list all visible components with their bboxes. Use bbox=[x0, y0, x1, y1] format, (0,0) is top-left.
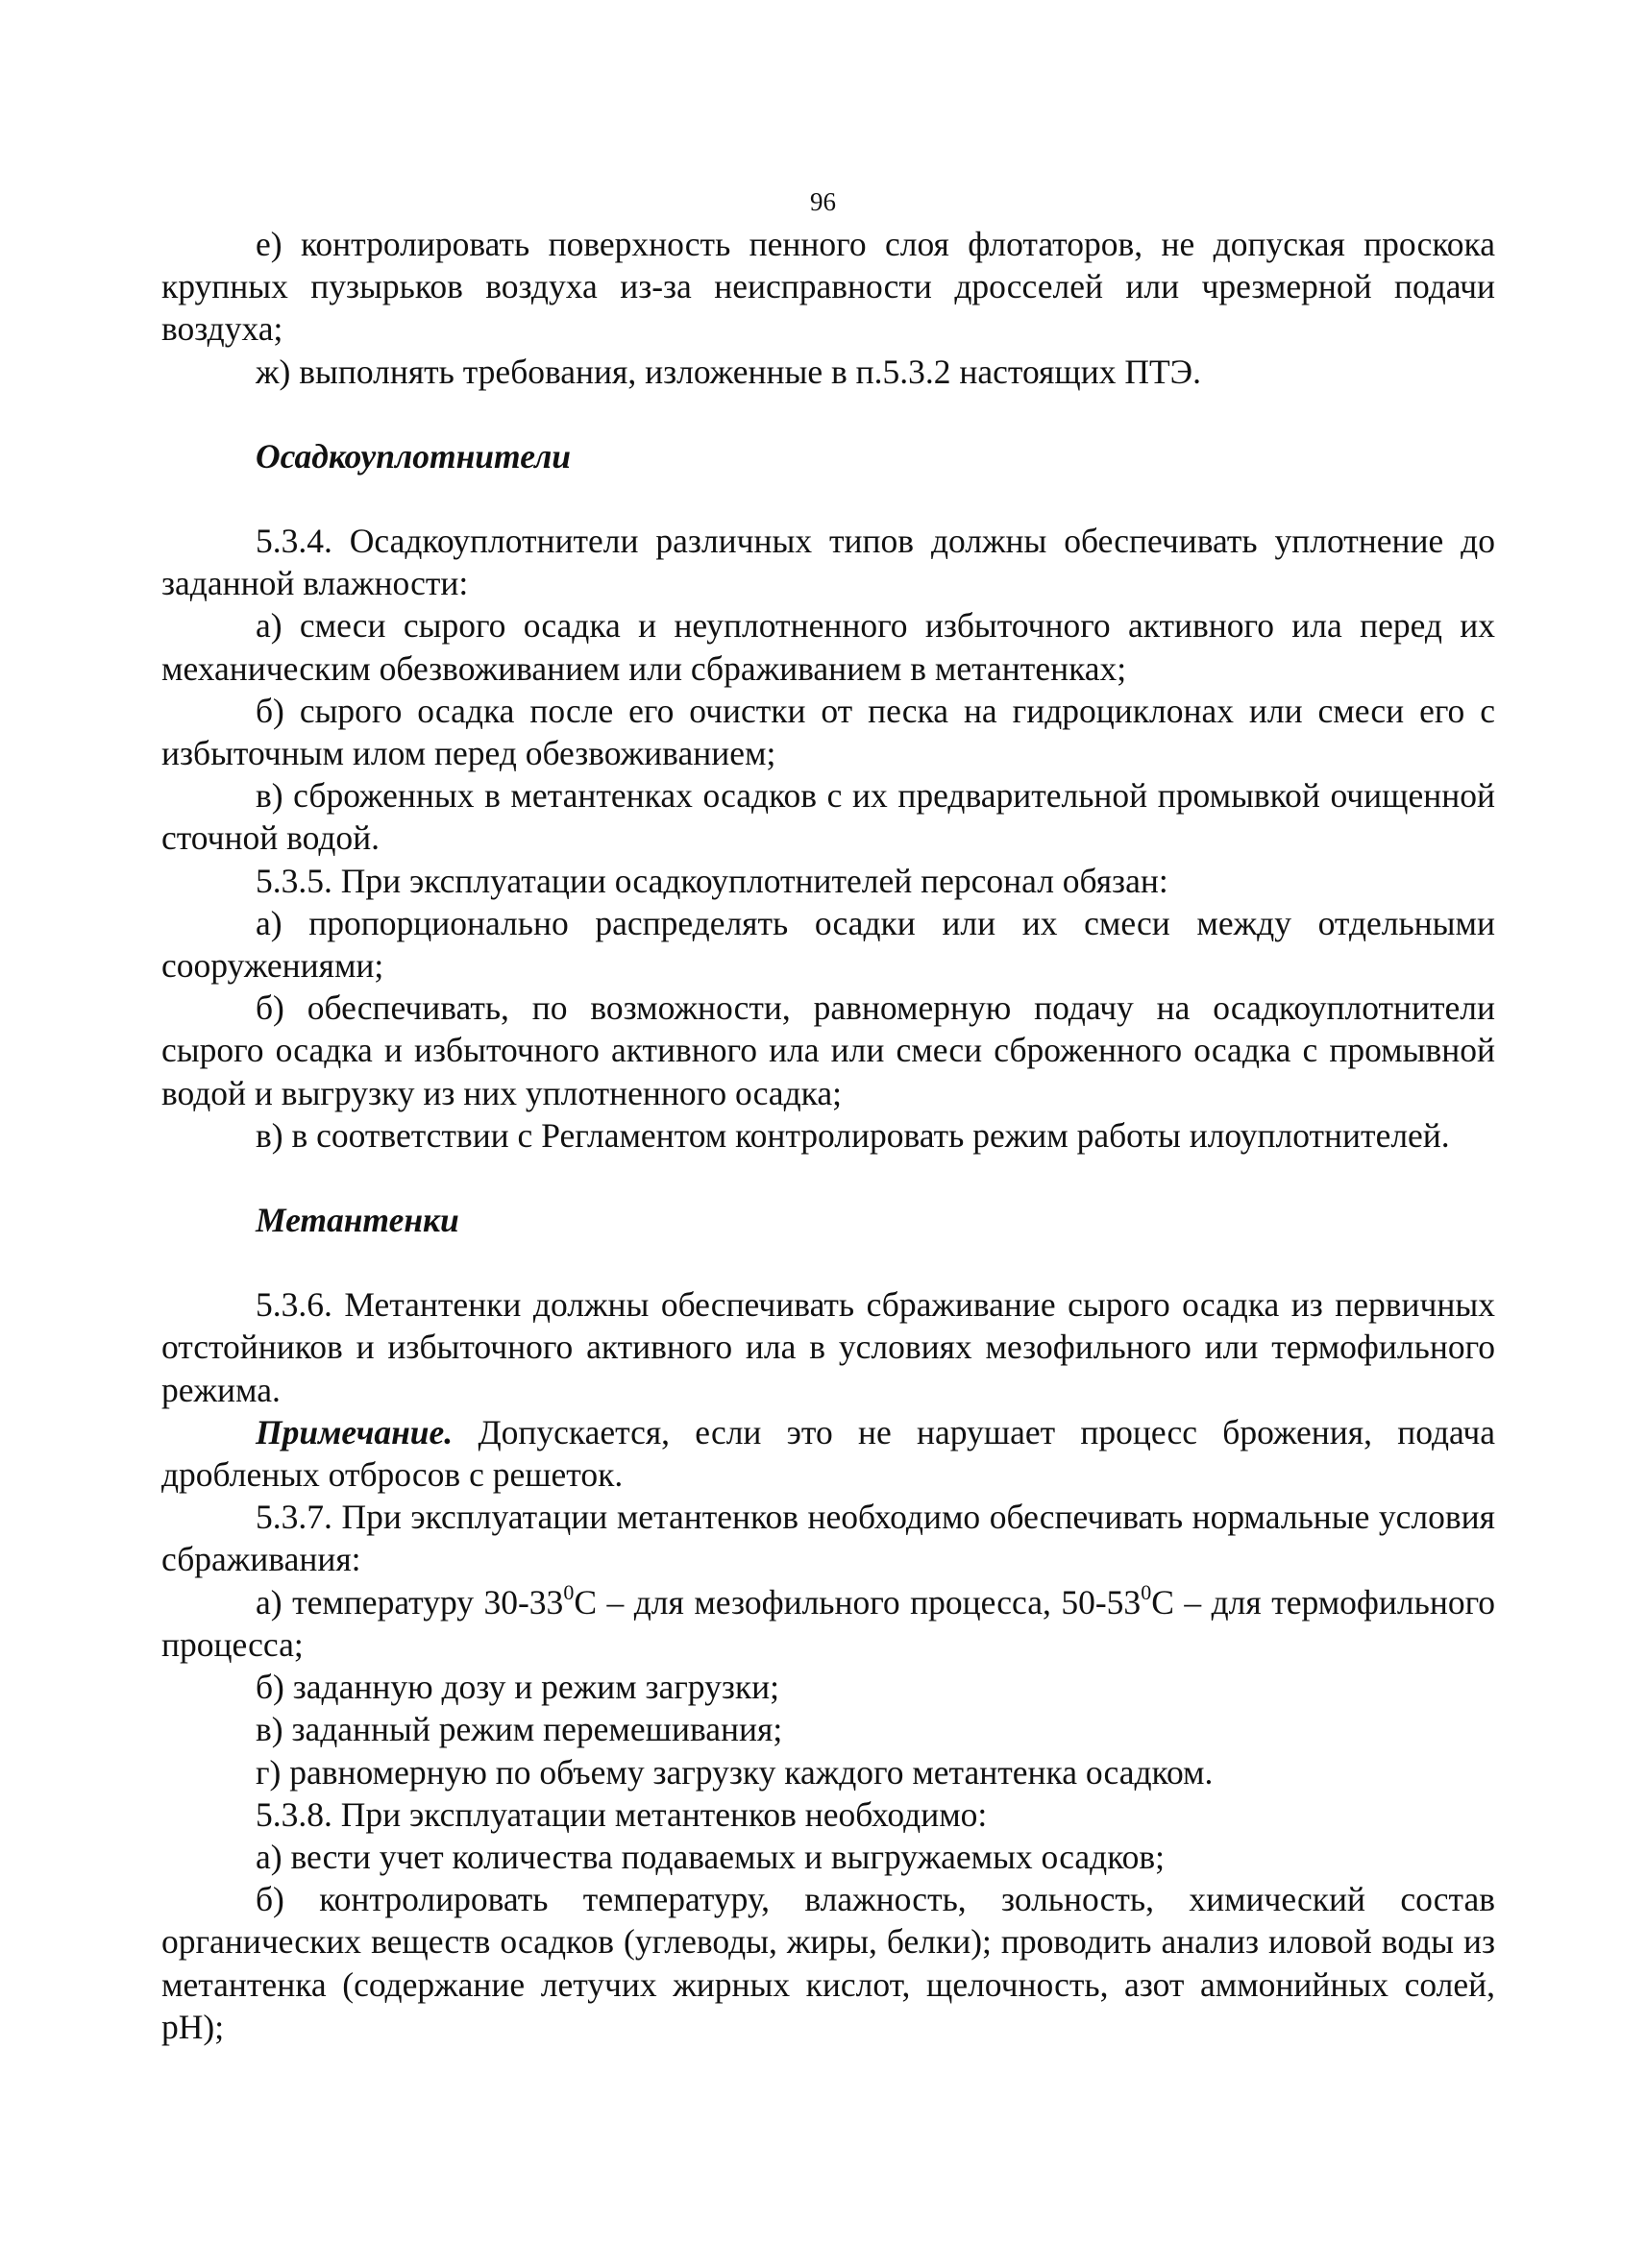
paragraph-5-3-7-a bbox=[161, 1581, 1495, 1666]
page-number: 96 bbox=[810, 187, 836, 216]
paragraph-5-3-8: 5.3.8. При эксплуатации метантенков необходимо: bbox=[256, 1794, 988, 1834]
degree-sup-1: 0 bbox=[563, 1579, 575, 1604]
section-heading-thickeners: Осадкоуплотнители bbox=[256, 436, 572, 476]
paragraph-note bbox=[161, 1411, 1495, 1496]
spacer bbox=[161, 1157, 1495, 1199]
paragraph-5-3-4-v: в) сброженных в метантенках осадков с их предварительной промывкой очищенной сточной водой. bbox=[161, 776, 1495, 858]
paragraph-5-3-8-a: а) вести учет количества подаваемых и выгружаемых осадков; bbox=[256, 1837, 1166, 1876]
paragraph-5-3-6: 5.3.6. Метантенки должны обеспечивать сбраживание сырого осадка из первичных отстойников и избыточного активного ила в условиях мезофильного или термофильного режима. bbox=[161, 1285, 1495, 1409]
paragraph-5-3-5-a: а) пропорционально распределять осадки или их смеси между отдельными сооружениями; bbox=[161, 903, 1495, 986]
spacer bbox=[161, 477, 1495, 520]
section-heading-digesters: Метантенки bbox=[256, 1201, 459, 1240]
paragraph-5-3-7-v: в) заданный режим перемешивания; bbox=[256, 1710, 783, 1749]
paragraph-5-3-8-b: б) контролировать температуру, влажность, зольность, химический состав органических веществ осадков (углеводы, жиры, белки); проводить анализ иловой воды из метантенка (содержание летучих жирных кислот, щелочность, азот аммонийных солей, pH); bbox=[161, 1880, 1495, 2046]
temp-text-1: а) температуру 30-33 bbox=[256, 1582, 564, 1622]
paragraph-zh-requirements: ж) выполнять требования, изложенные в п.5.3.2 настоящих ПТЭ. bbox=[256, 352, 1201, 391]
temp-text-2: С – для мезофильного процесса, 50-53 bbox=[574, 1582, 1142, 1622]
spacer bbox=[161, 1241, 1495, 1283]
paragraph-5-3-5-b: б) обеспечивать, по возможности, равномерную подачу на осадкоуплотнители сырого осадка и избыточного активного ила или смеси сброженного осадка с промывной водой и выгрузку из них уплотненного осадка; bbox=[161, 988, 1495, 1112]
note-text: Допускается, если это не нарушает процесс брожения, подача дробленых отбросов с решеток. bbox=[161, 1412, 1495, 1495]
degree-sup-2: 0 bbox=[1141, 1579, 1152, 1604]
paragraph-5-3-5: 5.3.5. При эксплуатации осадкоуплотнителей персонал обязан: bbox=[256, 861, 1168, 900]
paragraph-5-3-7-b: б) заданную дозу и режим загрузки; bbox=[256, 1668, 779, 1707]
paragraph-5-3-4: 5.3.4. Осадкоуплотнители различных типов должны обеспечивать уплотнение до заданной влажности: bbox=[161, 522, 1495, 603]
paragraph-5-3-7: 5.3.7. При эксплуатации метантенков необходимо обеспечивать нормальные условия сбраживания: bbox=[161, 1498, 1495, 1579]
note-label: Примечание. bbox=[256, 1412, 454, 1451]
temp-text-3: С – для термофильного процесса; bbox=[161, 1582, 1495, 1664]
document-body bbox=[161, 223, 1495, 2048]
spacer bbox=[161, 393, 1495, 435]
paragraph-5-3-4-a: а) смеси сырого осадка и неуплотненного избыточного активного ила перед их механическим обезвоживанием или сбраживанием в метантенках; bbox=[161, 606, 1495, 688]
paragraph-e-flotator: е) контролировать поверхность пенного слоя флотаторов, не допуская проскока крупных пузырьков воздуха из-за неисправности дросселей или чрезмерной подачи воздуха; bbox=[161, 225, 1495, 349]
paragraph-5-3-5-v: в) в соответствии с Регламентом контролировать режим работы илоуплотнителей. bbox=[256, 1115, 1450, 1155]
paragraph-5-3-4-b: б) сырого осадка после его очистки от песка на гидроциклонах или смеси его с избыточным илом перед обезвоживанием; bbox=[161, 691, 1495, 773]
paragraph-5-3-7-g: г) равномерную по объему загрузку каждого метантенка осадком. bbox=[256, 1752, 1214, 1792]
